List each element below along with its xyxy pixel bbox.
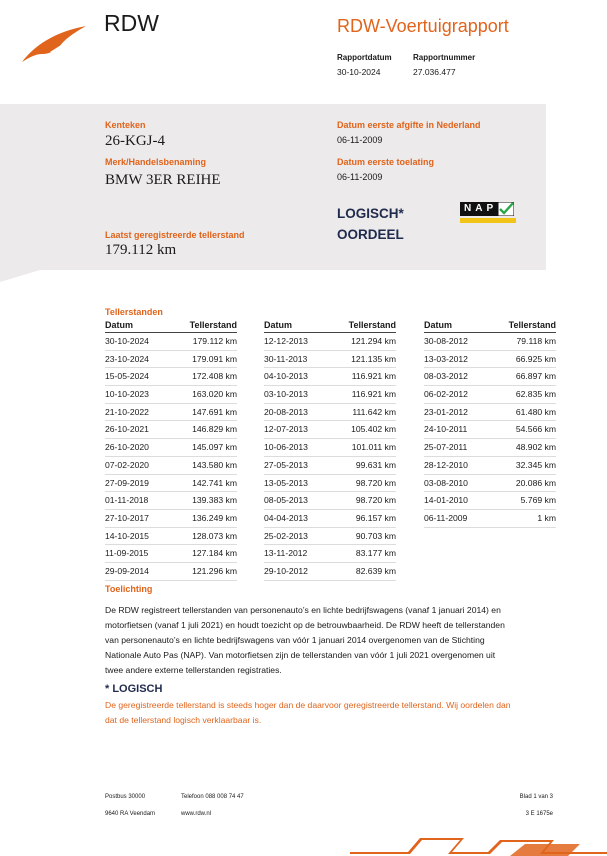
table-row — [264, 368, 396, 386]
table-row — [424, 457, 556, 475]
row-reading: 179.091 km — [192, 353, 237, 364]
row-reading: 111.642 km — [352, 406, 396, 417]
row-reading: 121.294 km — [351, 336, 396, 346]
row-reading: 139.383 km — [192, 495, 237, 506]
row-reading: 145.097 km — [192, 442, 237, 453]
row-date: 27-10-2017 — [105, 512, 149, 523]
col-date-header: Datum — [424, 320, 453, 330]
row-date: 13-11-2012 — [264, 548, 308, 559]
first-nl-label: Datum eerste afgifte in Nederland — [337, 120, 481, 130]
row-reading: 179.112 km — [192, 336, 237, 346]
row-date: 26-10-2020 — [105, 442, 149, 453]
row-date: 14-10-2015 — [105, 530, 149, 541]
row-reading: 147.691 km — [192, 406, 237, 417]
row-reading: 172.408 km — [192, 371, 237, 382]
table-row — [424, 368, 556, 386]
row-reading: 116.921 km — [351, 371, 396, 382]
row-date: 27-09-2019 — [105, 477, 149, 488]
table-row — [105, 510, 237, 528]
paragraph-line: Nationale Auto Pas (NAP). Van motorfietsen zijn de tellerstanden van vóór 1 juli 2021 overgenomen uit — [105, 650, 496, 660]
table-row — [424, 333, 556, 351]
table-row — [105, 528, 237, 546]
table-row — [424, 404, 556, 422]
row-date: 25-02-2013 — [264, 530, 308, 541]
row-date: 10-10-2023 — [105, 389, 149, 400]
row-date: 24-10-2011 — [424, 424, 468, 435]
row-date: 23-10-2024 — [105, 353, 149, 364]
row-date: 26-10-2021 — [105, 424, 149, 435]
table-row — [264, 404, 396, 422]
row-date: 03-10-2013 — [264, 389, 308, 400]
row-date: 06-11-2009 — [424, 512, 468, 523]
row-date: 08-03-2012 — [424, 371, 468, 382]
row-reading: 143.580 km — [192, 459, 237, 470]
row-date: 03-08-2010 — [424, 477, 468, 488]
row-reading: 48.902 km — [515, 442, 556, 453]
col-reading-header: Tellerstand — [508, 320, 556, 330]
table-row — [105, 457, 237, 475]
row-reading: 20.086 km — [515, 477, 556, 488]
plate-value: 26-KGJ-4 — [105, 133, 165, 149]
first-admission-label: Datum eerste toelating — [337, 157, 435, 167]
row-reading: 146.829 km — [192, 424, 237, 435]
report-date: 30-10-2024 — [337, 67, 381, 77]
table-row — [105, 563, 237, 581]
row-date: 06-02-2012 — [424, 389, 468, 400]
table-row — [105, 404, 237, 422]
row-reading: 163.020 km — [192, 389, 237, 400]
table-row — [424, 351, 556, 369]
paragraph-line: motorfietsen (vanaf 1 juli 2021) en houdt toezicht op de betrouwbaarheid. De RDW heeft de tellerstanden — [105, 620, 505, 630]
row-date: 30-10-2024 — [105, 336, 149, 346]
row-date: 20-08-2013 — [264, 406, 308, 417]
row-date: 13-05-2013 — [264, 477, 308, 488]
footer-postbus: Postbus 30000 — [105, 794, 146, 800]
table-row — [264, 475, 396, 493]
table-row — [105, 386, 237, 404]
row-reading: 127.184 km — [192, 548, 237, 559]
row-reading: 79.118 km — [516, 336, 556, 346]
odometer-table-1 — [105, 320, 237, 581]
brand-name: RDW — [104, 10, 159, 36]
row-reading: 61.480 km — [515, 406, 556, 417]
table-row — [264, 457, 396, 475]
row-date: 28-12-2010 — [424, 459, 468, 470]
table-row — [264, 510, 396, 528]
panel-notch — [0, 270, 40, 282]
table-row — [264, 545, 396, 563]
logisch-paragraph — [105, 698, 565, 728]
first-admission-value: 06-11-2009 — [337, 172, 383, 182]
table-row — [105, 368, 237, 386]
row-date: 27-05-2013 — [264, 459, 308, 470]
odometer-section-title: Tellerstanden — [105, 307, 163, 317]
table-row — [424, 439, 556, 457]
row-reading: 54.566 km — [515, 424, 556, 435]
row-reading: 101.011 km — [351, 442, 396, 453]
table-row — [264, 528, 396, 546]
table-row — [105, 421, 237, 439]
row-date: 15-05-2024 — [105, 371, 149, 382]
report-title: RDW-Voertuigrapport — [337, 16, 509, 36]
row-reading: 121.296 km — [192, 565, 237, 576]
odometer-table-3 — [424, 320, 556, 528]
col-reading-header: Tellerstand — [189, 320, 237, 330]
row-date: 07-02-2020 — [105, 459, 149, 470]
odometer-table-2 — [264, 320, 396, 581]
table-row — [264, 492, 396, 510]
footer-phone: Telefoon 088 008 74 47 — [181, 794, 244, 800]
table-row — [264, 351, 396, 369]
row-reading: 66.897 km — [515, 371, 556, 382]
rdw-logo-icon — [20, 24, 88, 64]
footer-website[interactable]: www.rdw.nl — [181, 811, 212, 817]
row-reading: 90.703 km — [355, 530, 396, 541]
check-icon — [498, 202, 514, 216]
report-number: 27.036.477 — [413, 67, 456, 77]
report-date-label: Rapportdatum — [337, 53, 392, 62]
explanation-paragraph — [105, 603, 565, 678]
table-row — [105, 351, 237, 369]
row-reading: 1 km — [537, 512, 556, 523]
footer-stripes-icon — [350, 838, 607, 856]
table-row — [264, 421, 396, 439]
row-date: 08-05-2013 — [264, 495, 308, 506]
report-number-label: Rapportnummer — [413, 53, 476, 62]
row-date: 14-01-2010 — [424, 495, 468, 506]
footer-page: Blad 1 van 3 — [519, 794, 553, 800]
nap-letters: NAP — [460, 202, 499, 216]
col-date-header: Datum — [264, 320, 293, 330]
row-reading: 128.073 km — [192, 530, 237, 541]
row-reading: 66.925 km — [515, 353, 556, 364]
row-date: 25-07-2011 — [424, 442, 468, 453]
row-reading: 98.720 km — [355, 495, 396, 506]
row-date: 01-11-2018 — [105, 495, 149, 506]
table-row — [264, 386, 396, 404]
row-date: 30-08-2012 — [424, 336, 468, 346]
last-odometer-label: Laatst geregistreerde tellerstand — [105, 230, 245, 240]
table-header — [424, 320, 556, 333]
row-date: 10-06-2013 — [264, 442, 308, 453]
table-header — [264, 320, 396, 333]
table-row — [105, 475, 237, 493]
table-row — [424, 510, 556, 528]
row-date: 29-09-2014 — [105, 565, 149, 576]
paragraph-line: van personenauto’s en lichte bedrijfswagens van vóór 1 januari 2014 overgenomen van de Stichting — [105, 635, 485, 645]
row-reading: 99.631 km — [355, 459, 396, 470]
logisch-line: dat de tellerstand logisch verklaarbaar is. — [105, 715, 262, 725]
table-row — [264, 439, 396, 457]
row-reading: 32.345 km — [515, 459, 556, 470]
row-reading: 121.135 km — [351, 353, 396, 364]
table-row — [105, 492, 237, 510]
table-row — [424, 475, 556, 493]
verdict-line2: OORDEEL — [337, 227, 404, 242]
table-row — [424, 421, 556, 439]
row-date: 04-10-2013 — [264, 371, 308, 382]
row-reading: 98.720 km — [355, 477, 396, 488]
footer-code: 3 E 1675e — [525, 811, 553, 817]
row-date: 23-01-2012 — [424, 406, 468, 417]
table-row — [424, 492, 556, 510]
logisch-heading: * LOGISCH — [105, 683, 163, 695]
footer-address: 9640 RA Veendam — [105, 811, 156, 817]
row-reading: 116.921 km — [351, 389, 396, 400]
row-reading: 83.177 km — [355, 548, 396, 559]
row-date: 13-03-2012 — [424, 353, 468, 364]
row-reading: 82.639 km — [355, 565, 396, 576]
table-row — [264, 563, 396, 581]
row-date: 21-10-2022 — [105, 406, 149, 417]
row-reading: 105.402 km — [351, 424, 396, 435]
row-date: 29-10-2012 — [264, 565, 308, 576]
row-reading: 5.769 km — [520, 495, 556, 506]
logisch-line: De geregistreerde tellerstand is steeds hoger dan de daarvoor geregistreerde tellerstand. Wij oordelen dan — [105, 700, 511, 710]
explanation-title: Toelichting — [105, 584, 153, 594]
verdict-line1: LOGISCH* — [337, 206, 404, 221]
table-row — [424, 386, 556, 404]
table-row — [264, 333, 396, 351]
row-date: 12-07-2013 — [264, 424, 308, 435]
row-date: 30-11-2013 — [264, 353, 308, 364]
row-date: 11-09-2015 — [105, 548, 149, 559]
make-label: Merk/Handelsbenaming — [105, 157, 207, 167]
last-odometer-value: 179.112 km — [105, 242, 177, 258]
row-date: 12-12-2013 — [264, 336, 308, 346]
col-reading-header: Tellerstand — [348, 320, 396, 330]
plate-label: Kenteken — [105, 120, 146, 130]
table-row — [105, 333, 237, 351]
table-header — [105, 320, 237, 333]
row-reading: 142.741 km — [192, 477, 237, 488]
table-row — [105, 439, 237, 457]
make-value: BMW 3ER REIHE — [105, 172, 221, 188]
paragraph-line: De RDW registreert tellerstanden van personenauto’s en lichte bedrijfswagens (vanaf 1 januari 2014) en — [105, 605, 501, 615]
col-date-header: Datum — [105, 320, 134, 330]
row-reading: 96.157 km — [355, 512, 396, 523]
row-reading: 62.835 km — [515, 389, 556, 400]
row-date: 04-04-2013 — [264, 512, 308, 523]
first-nl-value: 06-11-2009 — [337, 135, 383, 145]
nap-logo — [460, 202, 516, 224]
paragraph-line: twee andere externe tellerstanden registraties. — [105, 665, 282, 675]
row-reading: 136.249 km — [192, 512, 237, 523]
table-row — [105, 545, 237, 563]
